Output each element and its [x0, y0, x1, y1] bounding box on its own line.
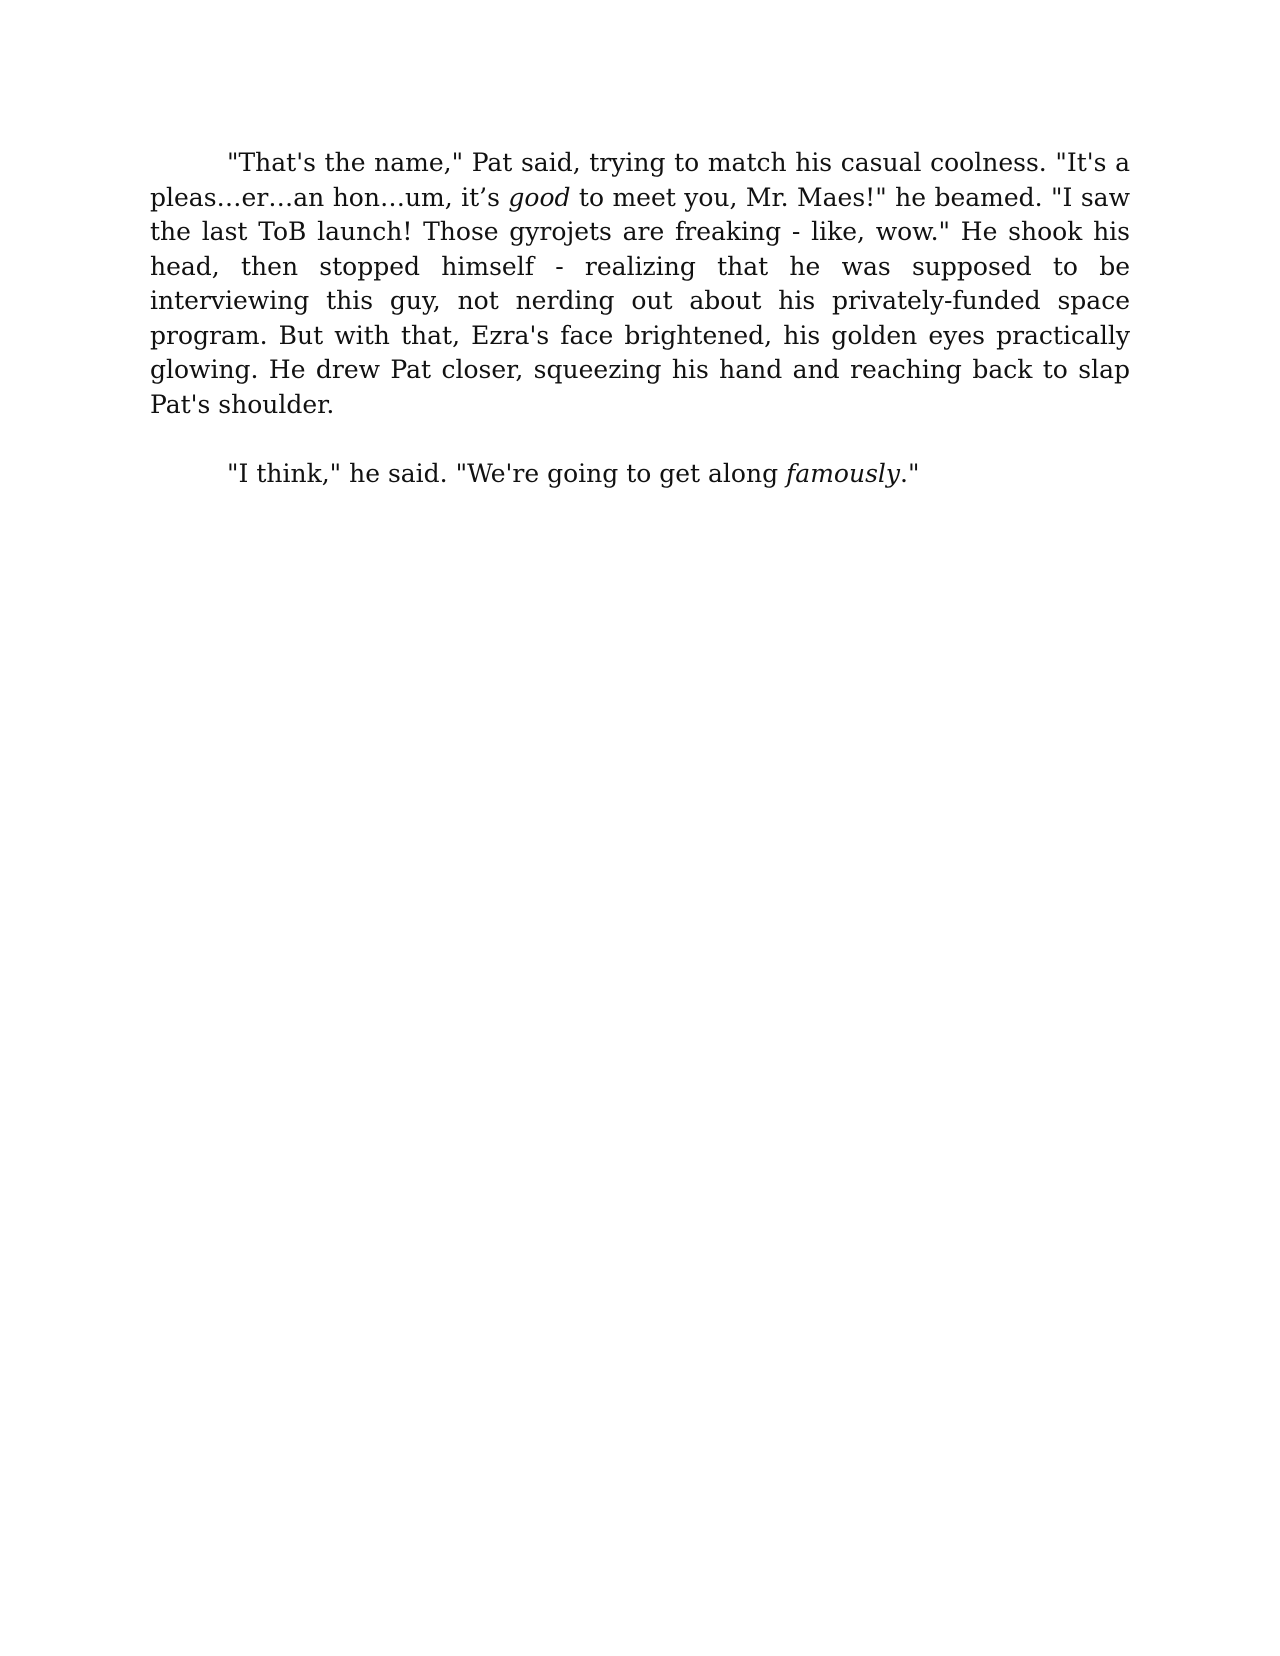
paragraph-1-text-1: "That's the name," Pat said, trying to match his casual coolness. "It's a pleas…er…an hon…um, it’s [150, 148, 1130, 212]
paragraph-2-text-1: "I think," he said. "We're going to get along [227, 458, 787, 488]
paragraph-2-emphasis-famously: famously [786, 458, 901, 488]
paragraph-1-text-2: to meet you, Mr. Maes!" he beamed. "I saw the last ToB launch! Those gyrojets are freaking - like, wow." He shook his head, then stopped himself - realizing that he was supposed to be interviewing this guy, not nerding out about his privately-funded space program. But with that, Ezra's face brightened, his golden eyes practically glowing. He drew Pat closer, squeezing his hand and reaching back to slap Pat's shoulder. [150, 182, 1130, 419]
story-text [150, 146, 1130, 491]
paragraph-1-emphasis-good: good [508, 182, 571, 212]
paragraph-2-text-2: ." [900, 458, 920, 488]
paragraph-2 [150, 457, 1130, 492]
paragraph-1 [150, 146, 1130, 422]
